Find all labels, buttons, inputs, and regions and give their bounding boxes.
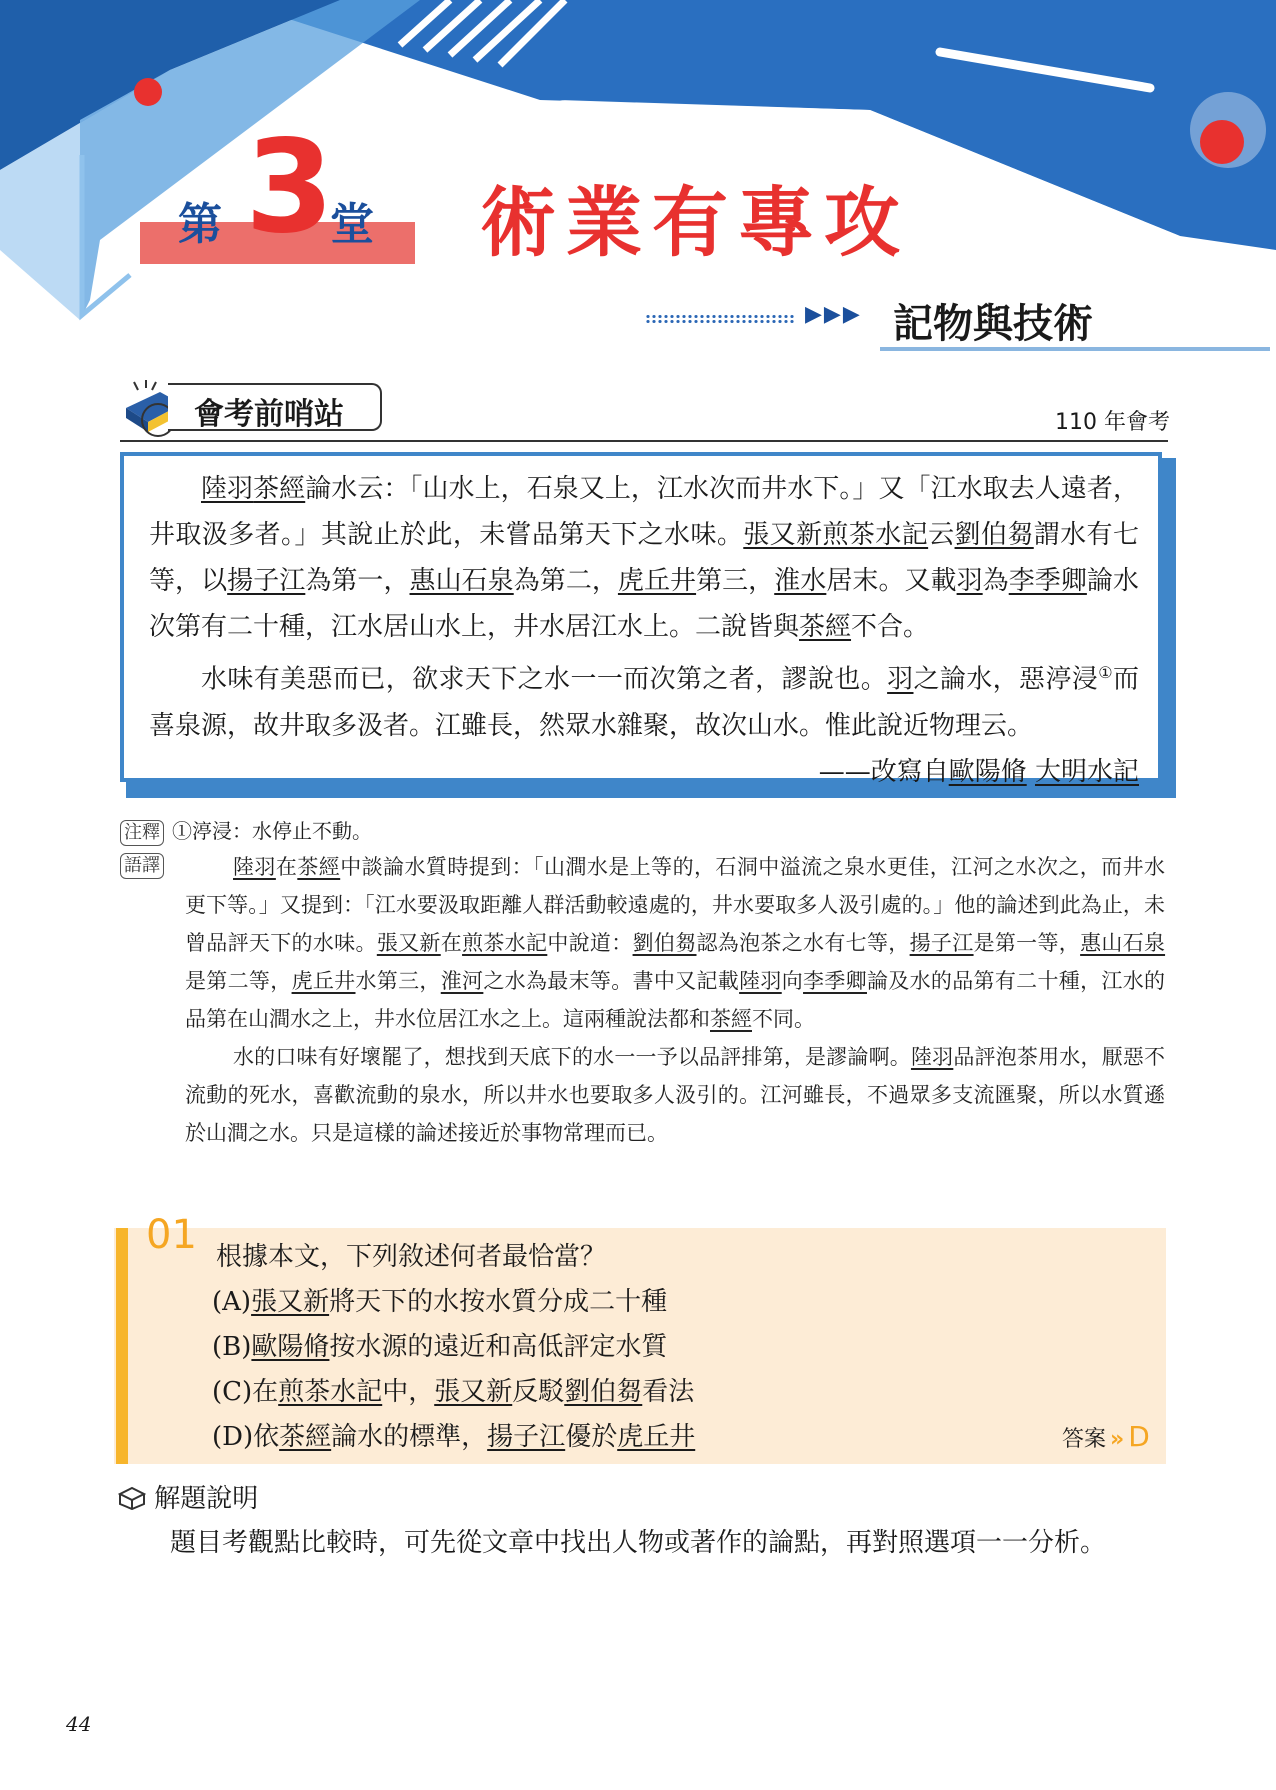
text-run: 第三， [696,566,775,596]
proper-name: 劉伯芻 [954,520,1034,550]
proper-name: 歐陽脩 [251,1332,330,1362]
text-run: 將天下的水按水質分成二十種 [329,1287,668,1317]
text-run: 不合。 [851,612,930,642]
text-run: 為 [982,566,1009,596]
lesson-number: 3 [245,113,335,262]
proper-name: 茶經 [253,474,306,504]
text-run: 云 [928,520,955,550]
answer [1062,1420,1150,1453]
text-run: 不同。 [752,1007,815,1031]
section-name: 會考前哨站 [194,397,344,432]
triple-arrow-icon: ▶▶▶ [805,302,862,327]
proper-name: 煎茶水記 [822,520,929,550]
proper-name: 羽 [887,664,914,695]
proper-name: 淮河 [440,969,484,993]
proper-name: 張又新 [743,520,823,550]
text-run: 之論水，惡渟浸 [913,664,1099,695]
proper-name: 劉伯芻 [564,1377,643,1407]
chevron-right-icon: » [1110,1427,1125,1452]
proper-name: 李季卿 [803,969,867,993]
text-run: (D)依 [212,1422,280,1452]
passage-paragraph-1 [149,466,1139,650]
text-run: ——改寫自 [818,756,949,787]
text-run: 為第二， [513,566,618,596]
answer-label: 答案 [1062,1427,1107,1452]
section-rule [120,440,1168,442]
text-run: 論及水的品第有二十種，江水的品第在山澗水之上，井水位居江水之上。這兩種說法都和 [185,969,1166,1031]
proper-name: 陸羽 [233,855,276,879]
text-run: 是第二等， [185,969,292,993]
text-run: 向 [781,969,804,993]
text-run: 品評泡茶用水，厭惡不流動的死水，喜歡流動的泉水，所以井水也要取多人汲引的。江河雖長，不過眾多支流匯聚，所以水質遜於山澗之水。只是這樣的論述接近於事物常理而已。 [185,1045,1166,1145]
red-dot-right [1200,120,1244,164]
text-run: 而喜泉源，故井取多汲者。江雖長，然眾水雜聚，故次山水。惟此說近物理云。 [149,664,1139,741]
proper-name: 陸羽 [201,474,254,504]
proper-name: 張又新 [251,1287,330,1317]
proper-name: 大明水記 [1034,756,1139,787]
proper-name: 惠山石泉 [409,566,514,596]
proper-name: 羽 [956,566,983,596]
translation-label-wrap [120,853,164,879]
text-run: 論水次第有二十種，江水居山水上，井水居江水上。二說皆與 [149,566,1139,642]
text-run: 中， [382,1377,435,1407]
text-run: 是第一等， [973,931,1081,955]
proper-name: 茶經 [297,855,341,879]
subtitle: 記物與技術 [893,301,1093,347]
answer-value: D [1128,1420,1150,1453]
text-run: 優於 [565,1422,618,1452]
text-run: 論水云：「山水上，石泉又上，江水次而井水下。」又「江水取去人遠者，井取汲多者。」其說止於此，未嘗品第天下之水味。 [149,474,1139,550]
text-run: 為第一， [305,566,410,596]
proper-name: 揚子江 [909,931,974,955]
text-run: 按水源的遠近和高低評定水質 [329,1332,668,1362]
text-run: 水味有美惡而已，欲求天下之水一一而次第之者，謬說也。 [201,664,888,695]
proper-name: 歐陽脩 [948,756,1027,787]
proper-name: 揚子江 [227,566,306,596]
note-text: ①渟浸：水停止不動。 [172,819,372,843]
proper-name: 李季卿 [1008,566,1087,596]
footnote-marker: ① [1098,663,1113,682]
proper-name: 劉伯芻 [632,931,697,955]
text-run: 論水的標準， [331,1422,488,1452]
lesson-suffix: 堂 [330,199,374,250]
text-run: 水第三， [355,969,441,993]
proper-name: 虎丘井 [617,566,697,596]
proper-name: 淮水 [774,566,827,596]
book-outline-icon [118,1486,146,1510]
text-run: 謂水有七等，以 [149,520,1139,596]
note [120,815,372,846]
text-run: (C)在 [212,1377,279,1407]
text-run: 居末。又載 [826,566,957,596]
proper-name: 茶經 [710,1007,752,1031]
question-accent-bar [116,1228,128,1464]
proper-name: 煎茶水記 [462,931,548,955]
proper-name: 揚子江 [487,1422,566,1452]
passage-box [120,452,1162,787]
subtitle-row [645,292,1265,347]
passage-source [149,749,1139,795]
question-stem: 根據本文，下列敘述何者最恰當？ [216,1242,607,1272]
option-a [212,1281,667,1318]
proper-name: 惠山石泉 [1080,931,1166,955]
text-run: 在 [275,855,298,879]
text-run: 看法 [642,1377,695,1407]
proper-name: 虎丘井 [617,1422,696,1452]
page-number: 44 [66,1712,92,1736]
subtitle-underline [880,347,1270,351]
text-run: (B) [212,1332,252,1362]
chapter-title: 術業有專攻 [480,178,910,267]
translation-paragraph-2 [185,1038,1165,1152]
lesson-badge [140,113,415,265]
question-number: 01 [146,1212,197,1258]
red-dot-left [134,78,162,106]
section-tag [168,383,382,431]
lesson-prefix: 第 [178,199,222,250]
proper-name: 茶經 [799,612,852,642]
text-run: 反駁 [512,1377,565,1407]
proper-name: 陸羽 [739,969,782,993]
proper-name: 茶經 [279,1422,332,1452]
option-d [212,1416,695,1453]
translation [185,848,1165,1152]
text-run: 中談論水質時提到：「山澗水是上等的，石洞中溢流之泉水更佳，江河之水次之，而井水更下等。」又提到：「江水要汲取距離人群活動較遠處的，井水要取多人汲引處的。」他的論述到此為止，未曾品評天下的水味。 [185,855,1166,955]
dotted-line [645,314,795,324]
passage-paragraph-2 [149,650,1139,749]
proper-name: 張又新 [434,1377,513,1407]
text-run: 水的口味有好壞罷了，想找到天底下的水一一予以品評排第，是謬論啊。 [233,1045,911,1069]
text-run: 之水為最末等。書中又記載 [483,969,740,993]
text-run: (A) [212,1287,252,1317]
translation-label: 語譯 [120,853,164,879]
text-run [1027,757,1035,787]
option-b [212,1326,667,1363]
explanation-title: 解題說明 [154,1484,259,1514]
proper-name: 張又新 [376,931,441,955]
proper-name: 陸羽 [910,1045,954,1069]
text-run: 在 [440,931,463,955]
section-header [120,378,390,438]
text-run: 認為泡茶之水有七等， [696,931,910,955]
text-run: 中說道： [547,931,633,955]
explanation-text: 題目考觀點比較時，可先從文章中找出人物或著作的論點，再對照選項一一分析。 [170,1528,1107,1558]
exam-source: 110 年會考 [1055,410,1170,435]
proper-name: 虎丘井 [291,969,356,993]
translation-paragraph-1 [185,848,1165,1038]
note-label: 注釋 [120,820,164,846]
proper-name: 煎茶水記 [278,1377,383,1407]
explanation-heading [118,1478,258,1515]
option-c [212,1371,694,1408]
